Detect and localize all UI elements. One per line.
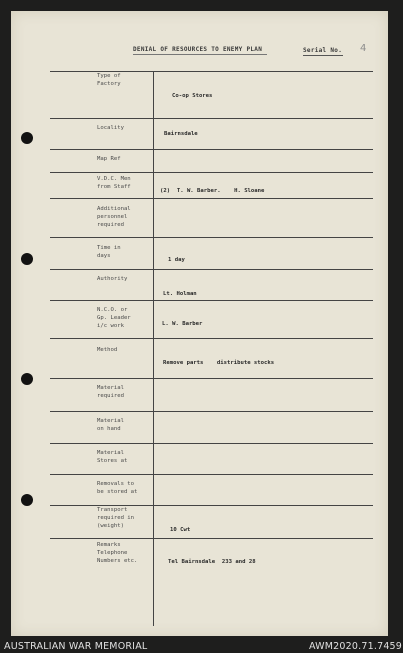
table-row-rule <box>50 118 373 119</box>
row-label: V.D.C. Men from Staff <box>97 176 131 190</box>
table-column-divider <box>153 71 154 626</box>
punch-hole <box>21 494 33 506</box>
row-label: Locality <box>97 125 124 131</box>
page-number: 4 <box>360 43 367 54</box>
table-row-rule <box>50 172 373 173</box>
footer-credit: AUSTRALIAN WAR MEMORIAL <box>4 641 148 652</box>
table-row-rule <box>50 269 373 270</box>
punch-hole <box>21 373 33 385</box>
footer-accession-number: AWM2020.71.7459 <box>309 641 403 652</box>
row-label: Additional personnel required <box>97 206 131 228</box>
serial-underline <box>303 55 343 56</box>
table-row-rule <box>50 411 373 412</box>
row-label: Map Ref <box>97 156 121 162</box>
row-value: (2) T. W. Barber. H. Sloane <box>160 188 265 194</box>
row-label: Transport required in (weight) <box>97 507 135 529</box>
title-underline <box>133 54 267 55</box>
table-row-rule <box>50 237 373 238</box>
table-row-rule <box>50 474 373 475</box>
row-value: Tel Bairnsdale 233 and 28 <box>168 559 256 565</box>
row-value: 10 Cwt <box>170 527 191 533</box>
row-label: Material on hand <box>97 418 124 432</box>
table-row-rule <box>50 443 373 444</box>
table-row-rule <box>50 198 373 199</box>
row-label: N.C.O. or Gp. Leader i/c work <box>97 307 131 329</box>
table-row-rule <box>50 505 373 506</box>
row-label: Removals to be stored at <box>97 481 138 495</box>
row-label: Time in days <box>97 245 121 259</box>
row-value: 1 day <box>168 257 185 263</box>
form-title: DENIAL OF RESOURCES TO ENEMY PLAN <box>133 46 263 53</box>
row-value: Bairnsdale <box>164 131 198 137</box>
row-label: Material Stores at <box>97 450 128 464</box>
row-value: L. W. Barber <box>162 321 203 327</box>
serial-label: Serial No. <box>303 47 343 54</box>
row-value: Co-op Stores <box>172 93 213 99</box>
table-row-rule <box>50 378 373 379</box>
row-label: Remarks Telephone Numbers etc. <box>97 542 138 564</box>
punch-hole <box>21 253 33 265</box>
table-row-rule <box>50 149 373 150</box>
row-value: Lt. Holman <box>163 291 197 297</box>
row-label: Method <box>97 347 118 353</box>
table-row-rule <box>50 538 373 539</box>
row-value: Remove parts distribute stocks <box>163 360 275 366</box>
row-label: Authority <box>97 276 128 282</box>
table-row-rule <box>50 338 373 339</box>
table-row-rule <box>50 71 373 72</box>
punch-hole <box>21 132 33 144</box>
table-row-rule <box>50 300 373 301</box>
row-label: Material required <box>97 385 124 399</box>
row-label: Type of Factory <box>97 73 121 87</box>
